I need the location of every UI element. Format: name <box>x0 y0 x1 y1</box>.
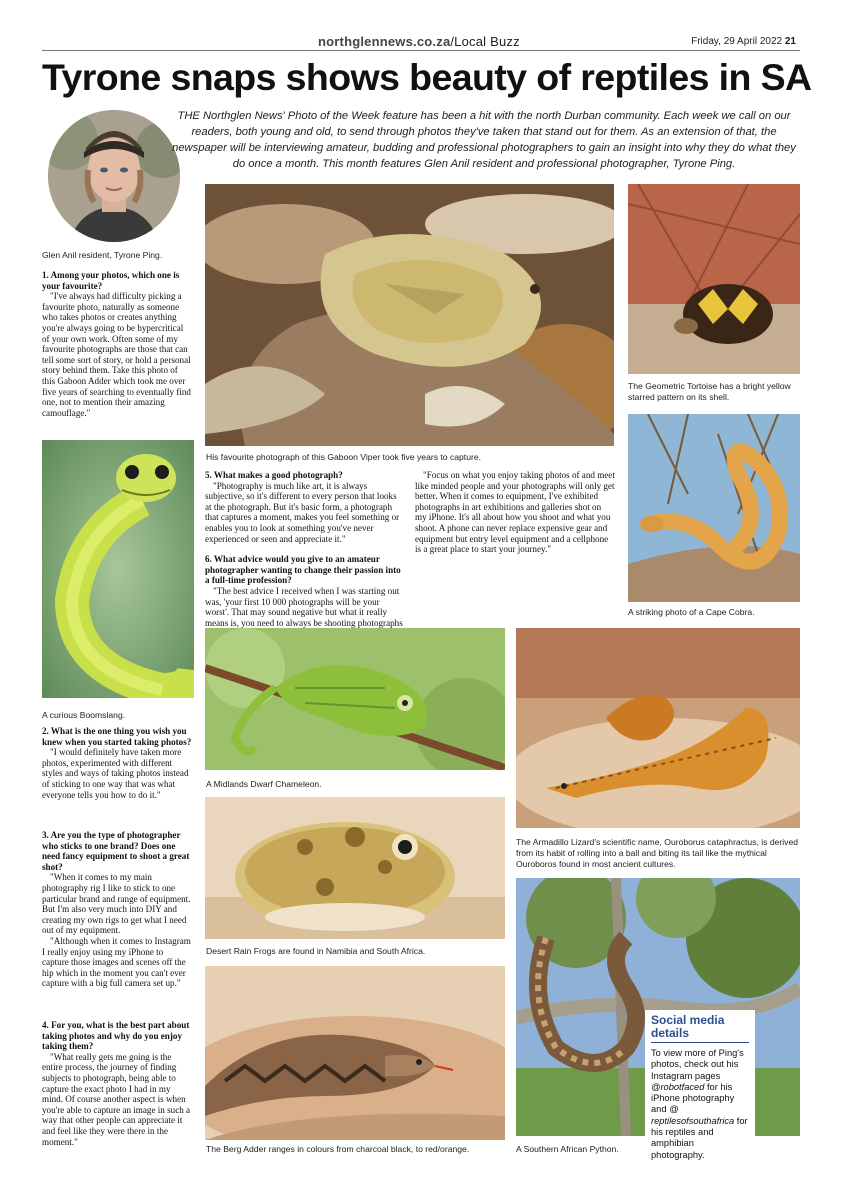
question-2: 2. What is the one thing you wish you knew when you started taking photos? <box>42 726 192 747</box>
cape-cobra-image <box>628 414 800 602</box>
answer-4: "What really gets me going is the entire process, the journey of finding subjects to photograph, being able to capture the exact photo I had in my mind. Of course another aspect is when you're able to capture an image in such a way that other people can appreciate it and feel like they were there in the moment." <box>42 1051 191 1147</box>
social-media-box <box>645 1010 755 1160</box>
social-media-title <box>651 1014 749 1040</box>
section-name: /Local Buzz <box>450 34 520 49</box>
question-6: 6. What advice would you give to an amateur photographer wanting to change their passion into a full-time profession? <box>205 554 401 586</box>
instagram-handle-robotfaced[interactable]: @robotfaced <box>651 1081 705 1092</box>
qa-block-1 <box>42 270 192 418</box>
social-text-3: for his reptiles and amphibian photography. <box>651 1115 748 1160</box>
boomslang-photo <box>42 440 194 698</box>
berg-adder-photo <box>205 966 505 1140</box>
issue-date: Friday, 29 April 2022 <box>691 36 783 47</box>
question-3: 3. Are you the type of photographer who sticks to one brand? Does one need fancy equipment to shoot a great shot? <box>42 830 190 872</box>
qa-block-2 <box>42 726 192 800</box>
portrait-caption: Glen Anil resident, Tyrone Ping. <box>42 250 163 260</box>
rain-frog-image <box>205 797 505 939</box>
question-4: 4. For you, what is the best part about taking photos and why do you enjoy taking them? <box>42 1020 190 1052</box>
tortoise-image <box>628 184 800 374</box>
gaboon-viper-photo <box>205 184 614 446</box>
armadillo-lizard-photo <box>516 628 800 828</box>
qa-block-3 <box>42 830 192 989</box>
cape-cobra-photo <box>628 414 800 602</box>
answer-6b: "Focus on what you enjoy taking photos of and meet like minded people and your photographs will only get better. When it comes to equipment, I've exhibited photographs in art exhibitions and galleries shot on my iPhone. It's all about how you shoot and what you shoot. A phone can never replace expensive gear and equipment but entry level equipment and a cellphone is a great place to start your journey." <box>415 470 615 555</box>
qa-block-6 <box>415 470 615 555</box>
adder-caption: The Berg Adder ranges in colours from charcoal black, to red/orange. <box>206 1144 470 1154</box>
boomslang-image <box>42 440 194 698</box>
chameleon-caption: A Midlands Dwarf Chameleon. <box>206 779 322 789</box>
social-title-line-1: Social media <box>651 1013 725 1027</box>
social-text-2: for his iPhone photography and <box>651 1081 735 1115</box>
masthead-site <box>318 34 520 49</box>
intro-paragraph: THE Northglen News' Photo of the Week feature has been a hit with the north Durban community. Each week we call on our readers, both young and old, to send through photos they've taken that stand out for them. As an extension of that, the newspaper will be interviewing amateur, budding and professional photographers to gain an insight into why they do what they do once a month. This month features Glen Anil resident and professional photographer, Tyrone Ping. <box>172 110 796 170</box>
answer-3b: "Although when it comes to Instagram I really enjoy using my iPhone to capture those images and scenes off the hip which in the moment you can't ever capture with a big full camera set up." <box>42 935 191 989</box>
qa-block-4 <box>42 1020 192 1147</box>
issue-date-line <box>691 36 796 47</box>
portrait-photo <box>48 110 180 242</box>
answer-3a: "When it comes to my main photography rig I like to stick to one particular brand and range of equipment. But I'm also very much into DIY and creating my own rigs to get what I need out of my equipment. <box>42 872 191 936</box>
page-number: 21 <box>784 36 796 47</box>
qa-block-5 <box>205 470 405 650</box>
armadillo-caption: The Armadillo Lizard's scientific name, Ouroborus cataphractus, is derived from its habit of rolling into a ball and biting its tail like the mythical Ouroboros found in most ancient cultures. <box>516 837 799 869</box>
berg-adder-image <box>205 966 505 1140</box>
man-portrait-image <box>48 110 180 242</box>
python-caption: A Southern African Python. <box>516 1144 619 1154</box>
instagram-handle-reptiles[interactable]: @ reptilesofsouthafrica <box>651 1104 735 1126</box>
chameleon-image <box>205 628 505 770</box>
header-rule <box>42 50 800 51</box>
tortoise-photo <box>628 184 800 374</box>
social-text-1: To view more of Ping's photos, check out his Instagram pages <box>651 1048 744 1081</box>
headline: Tyrone snaps shows beauty of reptiles in SA <box>42 56 812 98</box>
social-media-body <box>651 1048 749 1161</box>
tortoise-caption: The Geometric Tortoise has a bright yellow starred pattern on its shell. <box>628 381 791 402</box>
chameleon-photo <box>205 628 505 770</box>
gaboon-viper-image <box>205 184 614 446</box>
question-1: 1. Among your photos, which one is your favourite? <box>42 270 180 291</box>
armadillo-lizard-image <box>516 628 800 828</box>
answer-6a: "The best advice I received when I was starting out was, 'your first 10 000 photographs will be your worst'. That may sound negative but what it really means is, you need to always be shooting photographs <box>205 585 403 628</box>
answer-5: "Photography is much like art, it is always subjective, so it's different to every person that looks at the photograph. But it's basic form, a photograph that captures a moment, makes you feel something or enables you to look at something you've never experienced or seen and appreciate it." <box>205 480 400 544</box>
cobra-caption: A striking photo of a Cape Cobra. <box>628 607 755 617</box>
boomslang-caption: A curious Boomslang. <box>42 710 126 720</box>
social-title-line-2: details <box>651 1026 690 1040</box>
viper-caption: His favourite photograph of this Gaboon Viper took five years to capture. <box>206 452 481 462</box>
site-name: northglennews.co.za <box>318 34 451 49</box>
frog-caption: Desert Rain Frogs are found in Namibia and South Africa. <box>206 946 426 956</box>
social-title-rule <box>651 1042 749 1043</box>
answer-2: "I would definitely have taken more photos, experimented with different styles and ways of taking photos instead of sticking to one way that was what everyone tells you how to do it." <box>42 747 189 800</box>
answer-1: "I've always had difficulty picking a favourite photo, naturally as someone who takes photos or creates anything you're always going to be hypercritical of your own work. Often some of my favourite photographs are those that can tell some sort of story, or hold a personal story behind them. Take this photo of this Gaboon Adder which took me over five years of searching to eventually find one, not to mention their amazing camouflage." <box>42 291 191 418</box>
question-5: 5. What makes a good photograph? <box>205 470 343 480</box>
rain-frog-photo <box>205 797 505 939</box>
